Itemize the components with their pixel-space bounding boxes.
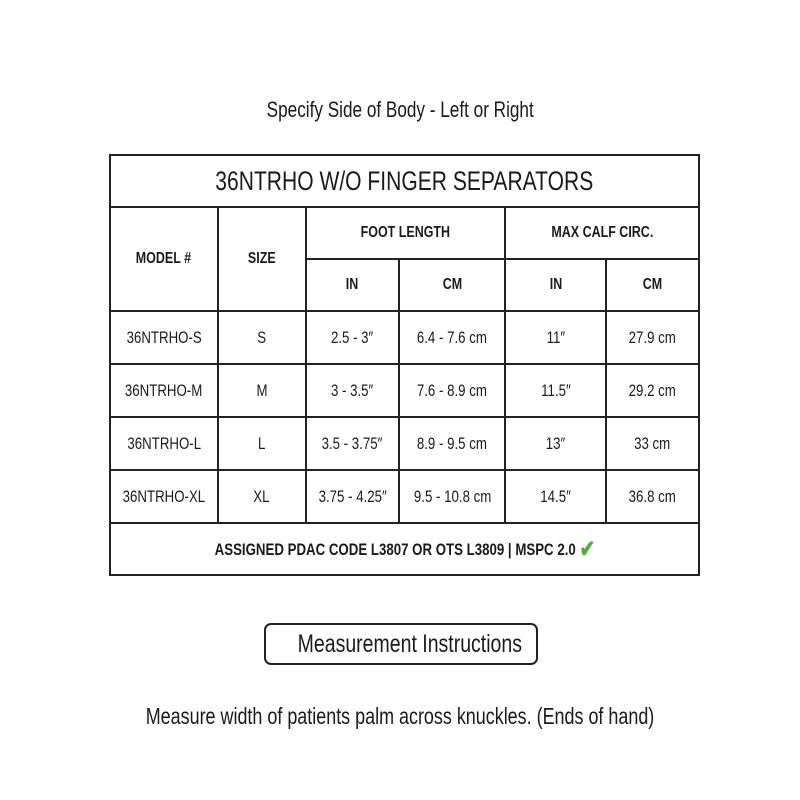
cell-foot-in: 2.5 - 3″ [306,311,399,364]
cell-foot-cm: 7.6 - 8.9 cm [399,364,505,417]
table-row [110,311,699,364]
size-chart-table [109,154,700,576]
header-max-calf: MAX CALF CIRC. [505,207,699,259]
cell-calf-cm: 36.8 cm [606,470,699,523]
table-row [110,364,699,417]
cell-size: S [218,311,306,364]
header-foot-cm: CM [399,259,505,311]
cell-size: L [218,417,306,470]
cell-calf-cm: 27.9 cm [606,311,699,364]
header-calf-cm: CM [606,259,699,311]
page-subtitle: Specify Side of Body - Left or Right [266,97,534,122]
cell-model: 36NTRHO-S [110,311,218,364]
cell-calf-cm: 33 cm [606,417,699,470]
header-size: SIZE [218,207,306,311]
table-row [110,417,699,470]
cell-calf-cm: 29.2 cm [606,364,699,417]
cell-foot-cm: 6.4 - 7.6 cm [399,311,505,364]
cell-foot-cm: 8.9 - 9.5 cm [399,417,505,470]
cell-calf-in: 13″ [505,417,605,470]
cell-foot-in: 3.75 - 4.25″ [306,470,399,523]
header-foot-in: IN [306,259,399,311]
measurement-note: Measure width of patients palm across knuckles. (Ends of hand) [145,703,655,729]
header-foot-length: FOOT LENGTH [306,207,506,259]
measurement-instructions-label: Measurement Instructions [264,623,538,665]
cell-foot-in: 3 - 3.5″ [306,364,399,417]
table-title: 36NTRHO W/O FINGER SEPARATORS [110,155,699,207]
header-model: MODEL # [110,207,218,311]
cell-model: 36NTRHO-L [110,417,218,470]
table-row [110,470,699,523]
cell-foot-cm: 9.5 - 10.8 cm [399,470,505,523]
checkmark-icon: ✔ [579,535,595,563]
cell-size: M [218,364,306,417]
cell-foot-in: 3.5 - 3.75″ [306,417,399,470]
cell-size: XL [218,470,306,523]
cell-calf-in: 11″ [505,311,605,364]
cell-calf-in: 14.5″ [505,470,605,523]
cell-model: 36NTRHO-M [110,364,218,417]
header-calf-in: IN [505,259,605,311]
cell-calf-in: 11.5″ [505,364,605,417]
cell-model: 36NTRHO-XL [110,470,218,523]
pdac-code-footer: ASSIGNED PDAC CODE L3807 OR OTS L3809 | MSPC 2.0 ✔ [110,523,699,575]
